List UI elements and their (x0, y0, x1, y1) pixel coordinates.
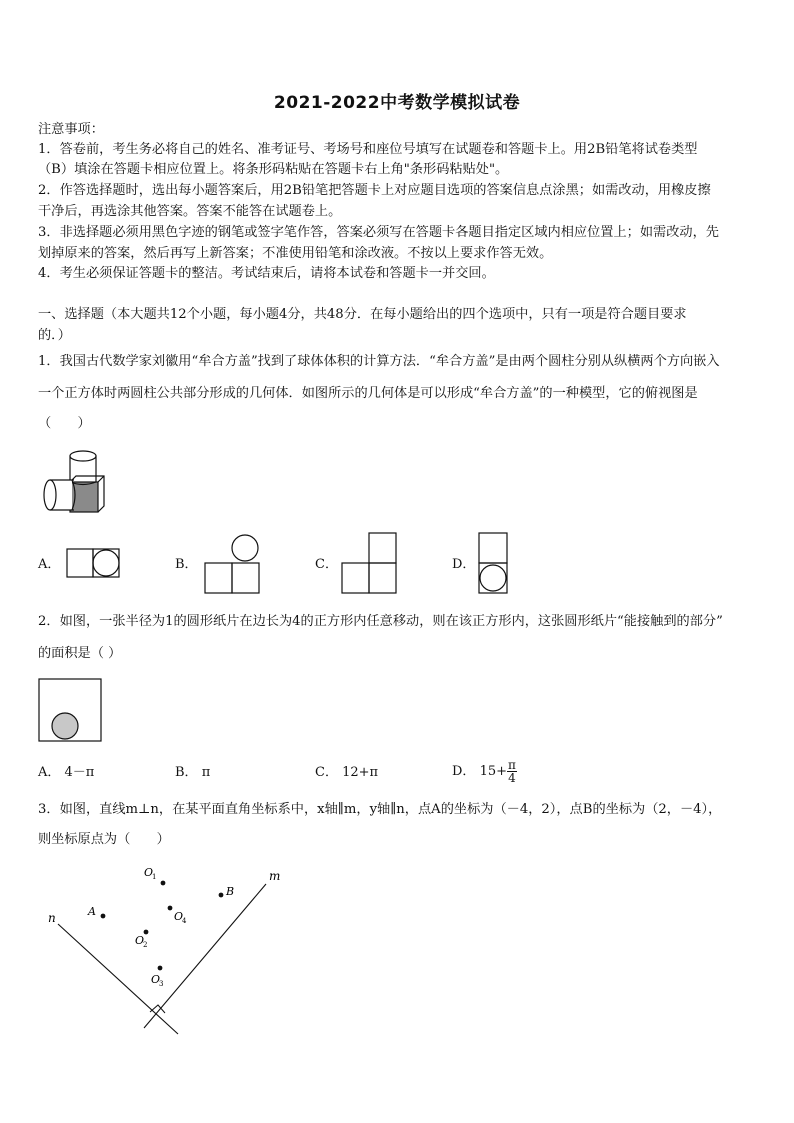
q2-option-c-text: 12+π (342, 765, 379, 780)
label-o3-sub: 3 (159, 980, 164, 988)
q2-line-2: 的面积是（ ） (38, 646, 122, 661)
q3-figure (40, 862, 290, 1038)
q1-option-d-label: D． (452, 557, 476, 572)
notice-line-1: 1．答卷前，考生务必将自己的姓名、准考证号、考场号和座位号填写在试题卷和答题卡上。用2B铅笔将试卷类型 (38, 142, 698, 157)
fraction-numerator: π (508, 758, 516, 772)
q1-line-1: 1．我国古代数学家刘徽用“牟合方盖”找到了球体体积的计算方法．“牟合方盖”是由两个圆柱分别从纵横两个方向嵌入 (38, 354, 720, 369)
notice-line-5: 3．非选择题必须用黑色字迹的钢笔或签字笔作答，答案必须写在答题卡各题目指定区域内相应位置上；如需改动，先 (38, 225, 719, 240)
notice-line-2: （B）填涂在答题卡相应位置上。将条形码粘贴在答题卡右上角"条形码粘贴处"。 (38, 162, 509, 177)
q2-square-figure (38, 678, 104, 744)
notice-line-3: 2．作答选择题时，选出每小题答案后，用2B铅笔把答题卡上对应题目选项的答案信息点涂黑；如需改动，用橡皮擦 (38, 183, 711, 198)
q2-option-c (315, 764, 378, 782)
q2-option-b-label: B． (175, 765, 198, 780)
q1-line-3: （ ） (38, 416, 91, 431)
q2-option-d-text: 15+ (479, 764, 508, 779)
label-o2: O (135, 934, 145, 947)
q2-option-a-label: A． (38, 765, 61, 780)
label-o4-sub: 4 (182, 917, 187, 925)
label-b: B (226, 885, 235, 898)
point-o4 (168, 906, 173, 911)
q1-option-b-label: B． (175, 557, 198, 572)
label-o1: O (144, 866, 154, 879)
notice-heading: 注意事项： (38, 122, 104, 137)
q2-option-d-label: D． (452, 764, 476, 779)
label-m: m (269, 869, 281, 883)
q3-line-1: 3．如图，直线m⊥n，在某平面直角坐标系中，x轴∥m，y轴∥n，点A的坐标为（－4，2），点B的坐标为（2，－4）， (38, 802, 722, 817)
q1-option-b-figure (204, 532, 262, 596)
q2-line-1: 2．如图，一张半径为1的圆形纸片在边长为4的正方形内任意移动，则在该正方形内，这张圆形纸片“能接触到的部分” (38, 614, 723, 629)
q2-option-a-text: 4－π (64, 765, 95, 780)
q1-option-d-figure (478, 532, 510, 596)
q1-option-c-label: C． (315, 557, 338, 572)
q1-line-2: 一个正方体时两圆柱公共部分形成的几何体．如图所示的几何体是可以形成“牟合方盖”的一种模型，它的俯视图是 (38, 386, 698, 401)
q1-option-c-figure (341, 532, 399, 596)
label-o2-sub: 2 (143, 941, 148, 949)
label-a: A (88, 905, 96, 918)
label-o1-sub: 1 (152, 873, 157, 881)
notice-line-6: 划掉原来的答案，然后再写上新答案；不准使用铅笔和涂改液。不按以上要求作答无效。 (38, 246, 553, 261)
label-o3: O (151, 973, 161, 986)
q2-option-d-fraction (507, 759, 517, 784)
q2-option-c-label: C． (315, 765, 338, 780)
section-heading-line-1: 一、选择题（本大题共12个小题，每小题4分，共48分．在每小题给出的四个选项中，只有一项是符合题目要求 (38, 307, 687, 322)
q1-option-a-figure (66, 546, 122, 580)
point-b (219, 893, 224, 898)
point-o2 (144, 930, 149, 935)
point-o3 (158, 966, 163, 971)
line-m (144, 884, 266, 1028)
fraction-denominator: 4 (508, 771, 516, 785)
notice-line-4: 干净后，再选涂其他答案。答案不能答在试题卷上。 (38, 204, 342, 219)
label-o4: O (174, 910, 184, 923)
q1-model-figure (36, 444, 106, 516)
q2-option-b-text: π (201, 765, 211, 780)
notice-line-7: 4．考生必须保证答题卡的整洁。考试结束后，请将本试卷和答题卡一并交回。 (38, 266, 495, 281)
point-a (101, 914, 106, 919)
label-n: n (48, 911, 56, 925)
q3-line-2: 则坐标原点为（ ） (38, 832, 170, 847)
q1-option-a-label: A． (38, 557, 61, 572)
point-o1 (161, 881, 166, 886)
q2-option-b (175, 764, 210, 782)
page-title: 2021-2022中考数学模拟试卷 (273, 93, 521, 113)
section-heading-line-2: 的．） (38, 328, 71, 343)
q2-option-a (38, 764, 94, 782)
q2-option-d (452, 756, 517, 788)
